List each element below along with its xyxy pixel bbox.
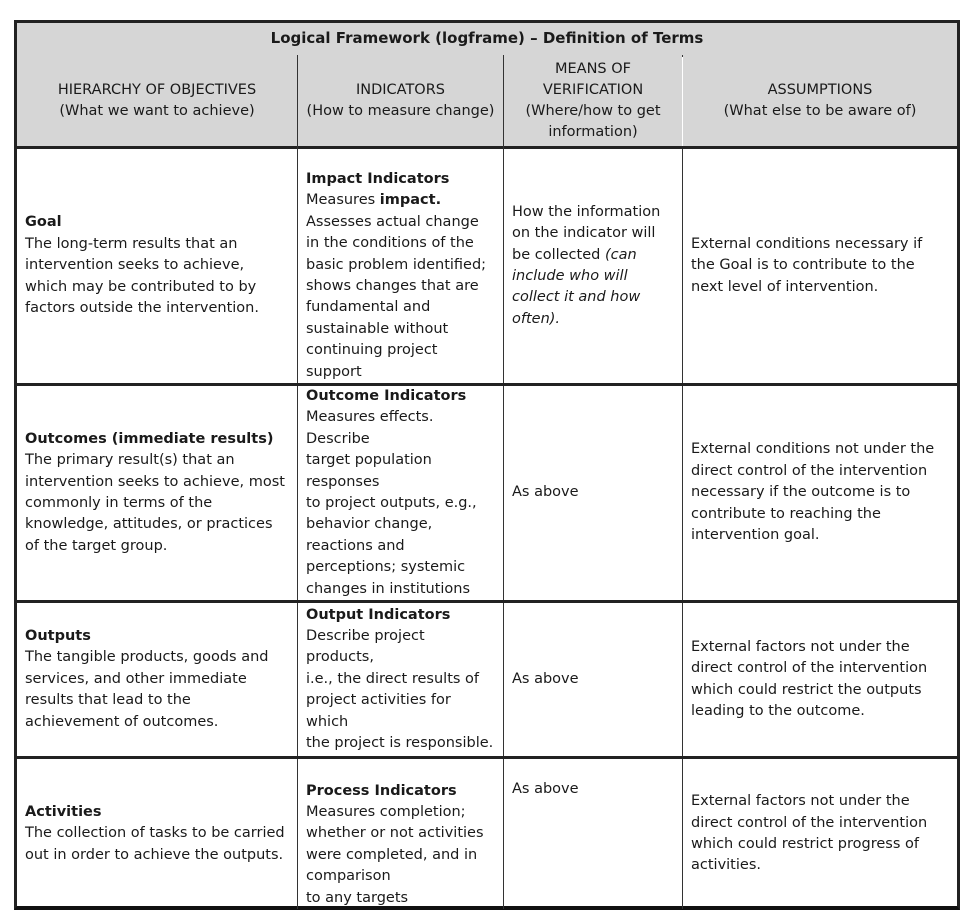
goal-description: The long-term results that an intervention seeks to achieve, which may be contributed to by factors outside the intervention. [25,235,259,317]
process-indicators-line: to any targets [306,889,409,906]
activities-verification-cell [504,759,682,909]
goal-verification-italic: (can include who will collect it and how often). [512,246,641,327]
activities-objective-cell [17,759,297,909]
outputs-title: Outputs [25,627,91,644]
impact-indicators-description: Assesses actual change in the conditions of the basic problem identified; shows changes that are fundamental and sustainable without continuing project support [306,213,487,380]
header-mov-line4: information) [548,123,638,140]
header-hierarchy-subtitle: (What we want to achieve) [59,102,255,119]
impact-indicators-lead [306,190,495,211]
activities-title: Activities [25,803,102,820]
activities-verification-text: As above [512,781,579,797]
outcome-indicators-line: to project outputs, e.g., behavior change, reactions and perceptions; systemic changes in institutions [306,495,477,597]
header-assumptions [683,55,957,146]
outcomes-objective-cell [17,386,297,600]
outputs-assumptions-cell [683,603,957,756]
outcomes-verification-text: As above [512,484,579,501]
outputs-verification-text: As above [512,670,579,687]
impact-lead-bold: impact. [379,192,442,209]
outputs-assumption-text: External factors not under the direct control of the intervention which could restrict the outputs leading to the outcome. [691,638,928,719]
header-indicators-subtitle: (How to measure change) [306,102,495,119]
output-indicators-line: Describe project products, [306,627,425,666]
header-mov-line1: MEANS OF [554,60,631,77]
goal-verification-cell [504,149,682,383]
outcome-indicators-line: Describe [306,430,370,447]
output-indicators-line: i.e., the direct results of project activities for which [306,670,480,730]
process-indicators-title: Process Indicators [306,782,457,799]
outcome-indicators-line: target population responses [306,452,432,490]
header-indicators-title: INDICATORS [355,81,446,98]
goal-verification-text: How the information on the indicator will be collected [512,203,661,263]
table-title: Logical Framework (logframe) – Definition of Terms [17,23,957,57]
header-hierarchy-title: HIERARCHY OF OBJECTIVES [57,81,257,98]
logframe-table [14,20,960,910]
header-indicators [298,55,503,146]
outcomes-indicators-cell [298,386,503,600]
header-assumptions-title: ASSUMPTIONS [767,81,873,98]
outputs-indicators-cell [298,603,503,756]
outcomes-assumptions-cell [683,386,957,600]
outcome-indicators-title: Outcome Indicators [306,387,467,404]
outputs-verification-cell [504,603,682,756]
header-mov-line2: VERIFICATION [542,81,644,98]
activities-assumption-text: External factors not under the direct control of the intervention which could restrict progress of activities. [691,793,928,874]
outputs-description: The tangible products, goods and services, and other immediate results that lead to the achievement of outcomes. [25,649,269,730]
header-hierarchy [17,55,297,146]
outcomes-assumption-text: External conditions not under the direct control of the intervention necessary if the outcome is to contribute to reaching the intervention goal. [691,441,935,544]
goal-assumptions-cell [683,149,957,383]
activities-assumptions-cell [683,759,957,909]
activities-indicators-cell [298,759,503,909]
goal-title: Goal [25,214,62,231]
outcomes-title: Outcomes (immediate results) [25,430,274,447]
impact-indicators-title: Impact Indicators [306,170,450,187]
outcome-indicators-line: Measures effects. [306,409,434,426]
goal-assumption-text: External conditions necessary if the Goal is to contribute to the next level of intervention. [691,235,923,295]
outcomes-description: The primary result(s) that an intervention seeks to achieve, most commonly in terms of the knowledge, attitudes, or practices of the target group. [25,452,285,554]
outcomes-verification-cell [504,386,682,600]
output-indicators-line: the project is responsible. [306,735,494,752]
output-indicators-title: Output Indicators [306,606,451,623]
goal-objective-cell [17,149,297,383]
impact-lead-text: Measures [306,192,380,209]
outputs-objective-cell [17,603,297,756]
header-assumptions-subtitle: (What else to be aware of) [723,102,917,119]
process-indicators-line: Measures completion; whether or not activities were completed, and in comparison [306,803,484,885]
header-mov-line3: (Where/how to get [525,102,661,119]
goal-indicators-cell [298,149,503,383]
activities-description: The collection of tasks to be carried out in order to achieve the outputs. [25,825,285,863]
header-means-of-verification [504,55,682,146]
